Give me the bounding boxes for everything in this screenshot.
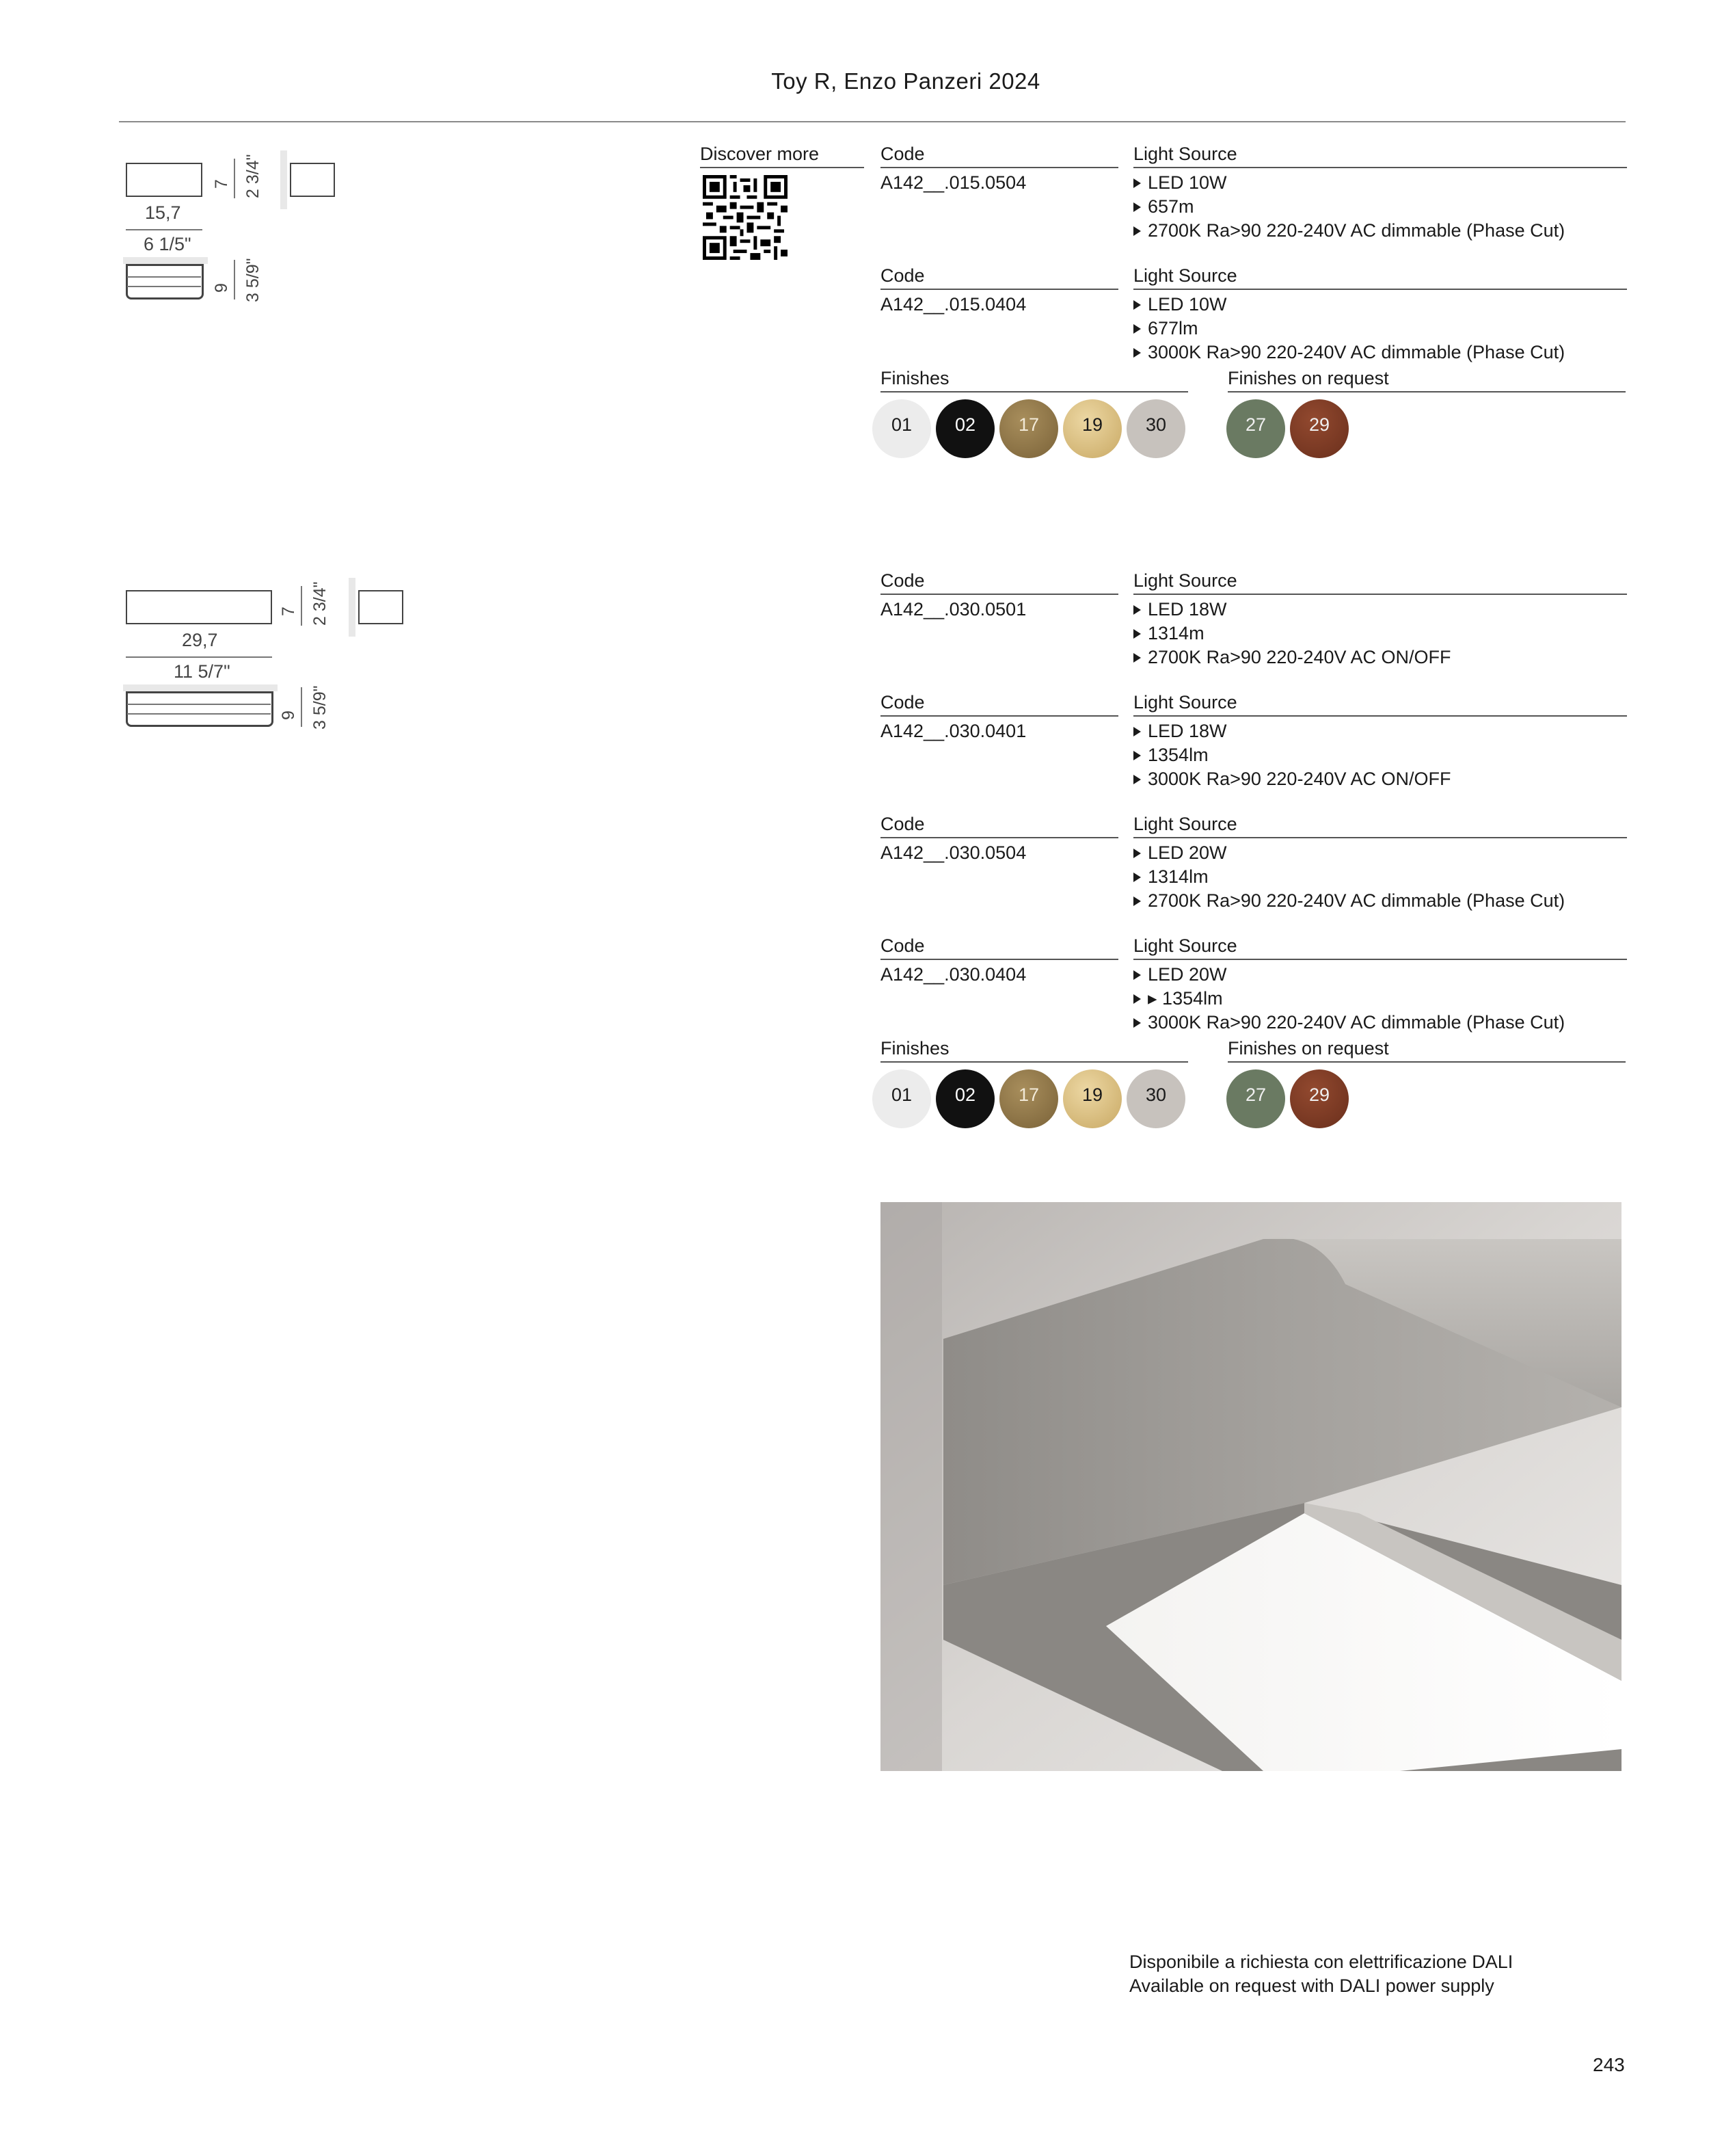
height-cm-label: 7 bbox=[212, 179, 231, 189]
light-source-rule bbox=[1133, 289, 1627, 290]
top-view-box bbox=[126, 691, 273, 727]
code-rule bbox=[880, 289, 1118, 290]
finish-swatch-01[interactable]: 01 bbox=[872, 1069, 931, 1128]
spec-line: 1314lm bbox=[1133, 865, 1209, 889]
width-cm-label: 15,7 bbox=[145, 202, 181, 223]
side-view-box bbox=[358, 590, 403, 624]
light-source-header: Light Source bbox=[1133, 144, 1237, 164]
finish-swatch-29[interactable]: 29 bbox=[1290, 1069, 1349, 1128]
light-source-header: Light Source bbox=[1133, 935, 1237, 956]
code-rule bbox=[880, 959, 1118, 960]
finish-swatch-02[interactable]: 02 bbox=[936, 399, 995, 458]
spec-line: LED 20W bbox=[1133, 841, 1227, 865]
code-header: Code bbox=[880, 935, 925, 956]
footnote-it: Disponibile a richiesta con elettrificazione DALI bbox=[1129, 1952, 1513, 1972]
light-source-rule bbox=[1133, 715, 1627, 717]
code-header: Code bbox=[880, 814, 925, 834]
finish-swatch-27[interactable]: 27 bbox=[1226, 1069, 1285, 1128]
height-in-label: 2 3/4" bbox=[310, 581, 329, 626]
product-block bbox=[880, 142, 1627, 245]
height-cm-label: 7 bbox=[279, 607, 298, 616]
spec-line: 3000K Ra>90 220-240V AC dimmable (Phase Cut) bbox=[1133, 341, 1565, 364]
light-source-rule bbox=[1133, 594, 1627, 595]
finish-swatch-01[interactable]: 01 bbox=[872, 399, 931, 458]
finishes-header: Finishes bbox=[880, 1038, 950, 1059]
dimension-drawing-small bbox=[116, 150, 349, 315]
code-rule bbox=[880, 715, 1118, 717]
product-code: A142__.030.0504 bbox=[880, 842, 1027, 863]
spec-line: LED 18W bbox=[1133, 598, 1227, 622]
finish-swatch-19[interactable]: 19 bbox=[1063, 1069, 1122, 1128]
product-photo bbox=[880, 1202, 1621, 1771]
product-code: A142__.030.0501 bbox=[880, 599, 1027, 620]
spec-line: 657m bbox=[1133, 195, 1194, 219]
spec-line: 2700K Ra>90 220-240V AC ON/OFF bbox=[1133, 646, 1451, 669]
finishes-on-request-header: Finishes on request bbox=[1228, 368, 1389, 388]
light-source-header: Light Source bbox=[1133, 570, 1237, 591]
code-rule bbox=[880, 837, 1118, 838]
code-header: Code bbox=[880, 570, 925, 591]
finishes-header: Finishes bbox=[880, 368, 950, 388]
code-rule bbox=[880, 167, 1118, 168]
finishes-on-request-rule bbox=[1228, 1061, 1626, 1063]
depth-cm-label: 9 bbox=[212, 283, 231, 293]
discover-more-rule bbox=[700, 167, 864, 168]
product-block bbox=[880, 264, 1627, 367]
finish-swatch-17[interactable]: 17 bbox=[999, 399, 1058, 458]
finish-swatch-30[interactable]: 30 bbox=[1127, 399, 1185, 458]
page-number: 243 bbox=[1593, 2054, 1625, 2075]
finish-swatch-19[interactable]: 19 bbox=[1063, 399, 1122, 458]
top-view bbox=[123, 257, 208, 264]
product-code: A142__.015.0504 bbox=[880, 172, 1027, 193]
spec-line: 1314m bbox=[1133, 622, 1205, 646]
light-source-rule bbox=[1133, 167, 1627, 168]
spec-line: LED 10W bbox=[1133, 171, 1227, 195]
spec-line: ▸ 1354lm bbox=[1133, 987, 1223, 1011]
depth-cm-label: 9 bbox=[279, 710, 298, 720]
light-source-header: Light Source bbox=[1133, 814, 1237, 834]
light-source-header: Light Source bbox=[1133, 265, 1237, 286]
spec-line: 1354lm bbox=[1133, 743, 1209, 767]
discover-more-label: Discover more bbox=[700, 144, 820, 164]
top-view-stripe bbox=[127, 286, 201, 287]
height-tick bbox=[234, 159, 235, 198]
spec-line: 2700K Ra>90 220-240V AC dimmable (Phase Cut) bbox=[1133, 219, 1565, 243]
depth-tick bbox=[301, 687, 302, 727]
spec-line: LED 18W bbox=[1133, 719, 1227, 743]
finish-swatch-02[interactable]: 02 bbox=[936, 1069, 995, 1128]
finishes-rule bbox=[880, 391, 1188, 392]
product-code: A142__.030.0401 bbox=[880, 721, 1027, 741]
code-header: Code bbox=[880, 144, 925, 164]
product-block bbox=[880, 812, 1627, 915]
width-tick bbox=[126, 656, 272, 658]
depth-in-label: 3 5/9" bbox=[243, 258, 263, 302]
code-header: Code bbox=[880, 265, 925, 286]
spec-line: 3000K Ra>90 220-240V AC ON/OFF bbox=[1133, 767, 1451, 791]
top-view-stripe bbox=[127, 704, 271, 705]
width-cm-label: 29,7 bbox=[182, 630, 218, 650]
width-in-label: 6 1/5" bbox=[144, 234, 191, 254]
spec-line: LED 10W bbox=[1133, 293, 1227, 317]
page-title: Toy R, Enzo Panzeri 2024 bbox=[771, 68, 1040, 94]
finish-swatch-30[interactable]: 30 bbox=[1127, 1069, 1185, 1128]
spec-line: LED 20W bbox=[1133, 963, 1227, 987]
finishes-on-request-header: Finishes on request bbox=[1228, 1038, 1389, 1059]
side-view bbox=[280, 150, 287, 209]
top-view-stripe bbox=[127, 713, 271, 715]
width-tick bbox=[126, 229, 202, 230]
qr-code-icon[interactable] bbox=[703, 175, 788, 260]
product-code: A142__.015.0404 bbox=[880, 294, 1027, 315]
depth-in-label: 3 5/9" bbox=[310, 685, 329, 730]
height-in-label: 2 3/4" bbox=[243, 154, 263, 198]
side-view-box bbox=[290, 163, 335, 197]
finish-swatch-27[interactable]: 27 bbox=[1226, 399, 1285, 458]
light-source-rule bbox=[1133, 959, 1627, 960]
product-block bbox=[880, 934, 1627, 1037]
finish-swatch-17[interactable]: 17 bbox=[999, 1069, 1058, 1128]
light-source-header: Light Source bbox=[1133, 692, 1237, 713]
spec-line: 677lm bbox=[1133, 317, 1198, 341]
spec-line: 3000K Ra>90 220-240V AC dimmable (Phase Cut) bbox=[1133, 1011, 1565, 1035]
height-tick bbox=[301, 586, 302, 626]
spec-line: 2700K Ra>90 220-240V AC dimmable (Phase Cut) bbox=[1133, 889, 1565, 913]
front-view bbox=[126, 163, 202, 197]
product-block bbox=[880, 691, 1627, 793]
front-view bbox=[126, 590, 272, 624]
code-header: Code bbox=[880, 692, 925, 713]
top-view-stripe bbox=[127, 276, 201, 278]
footnote-en: Available on request with DALI power supply bbox=[1129, 1975, 1494, 1996]
code-rule bbox=[880, 594, 1118, 595]
finishes-rule bbox=[880, 1061, 1188, 1063]
light-source-rule bbox=[1133, 837, 1627, 838]
top-view-box bbox=[126, 264, 204, 300]
depth-tick bbox=[234, 260, 235, 300]
product-block bbox=[880, 569, 1627, 671]
finishes-on-request-rule bbox=[1228, 391, 1626, 392]
top-view bbox=[123, 684, 278, 691]
width-in-label: 11 5/7" bbox=[174, 661, 230, 682]
header-divider bbox=[119, 121, 1626, 122]
product-code: A142__.030.0404 bbox=[880, 964, 1027, 985]
side-view bbox=[349, 578, 355, 637]
finish-swatch-29[interactable]: 29 bbox=[1290, 399, 1349, 458]
dimension-drawing-large bbox=[116, 578, 417, 742]
